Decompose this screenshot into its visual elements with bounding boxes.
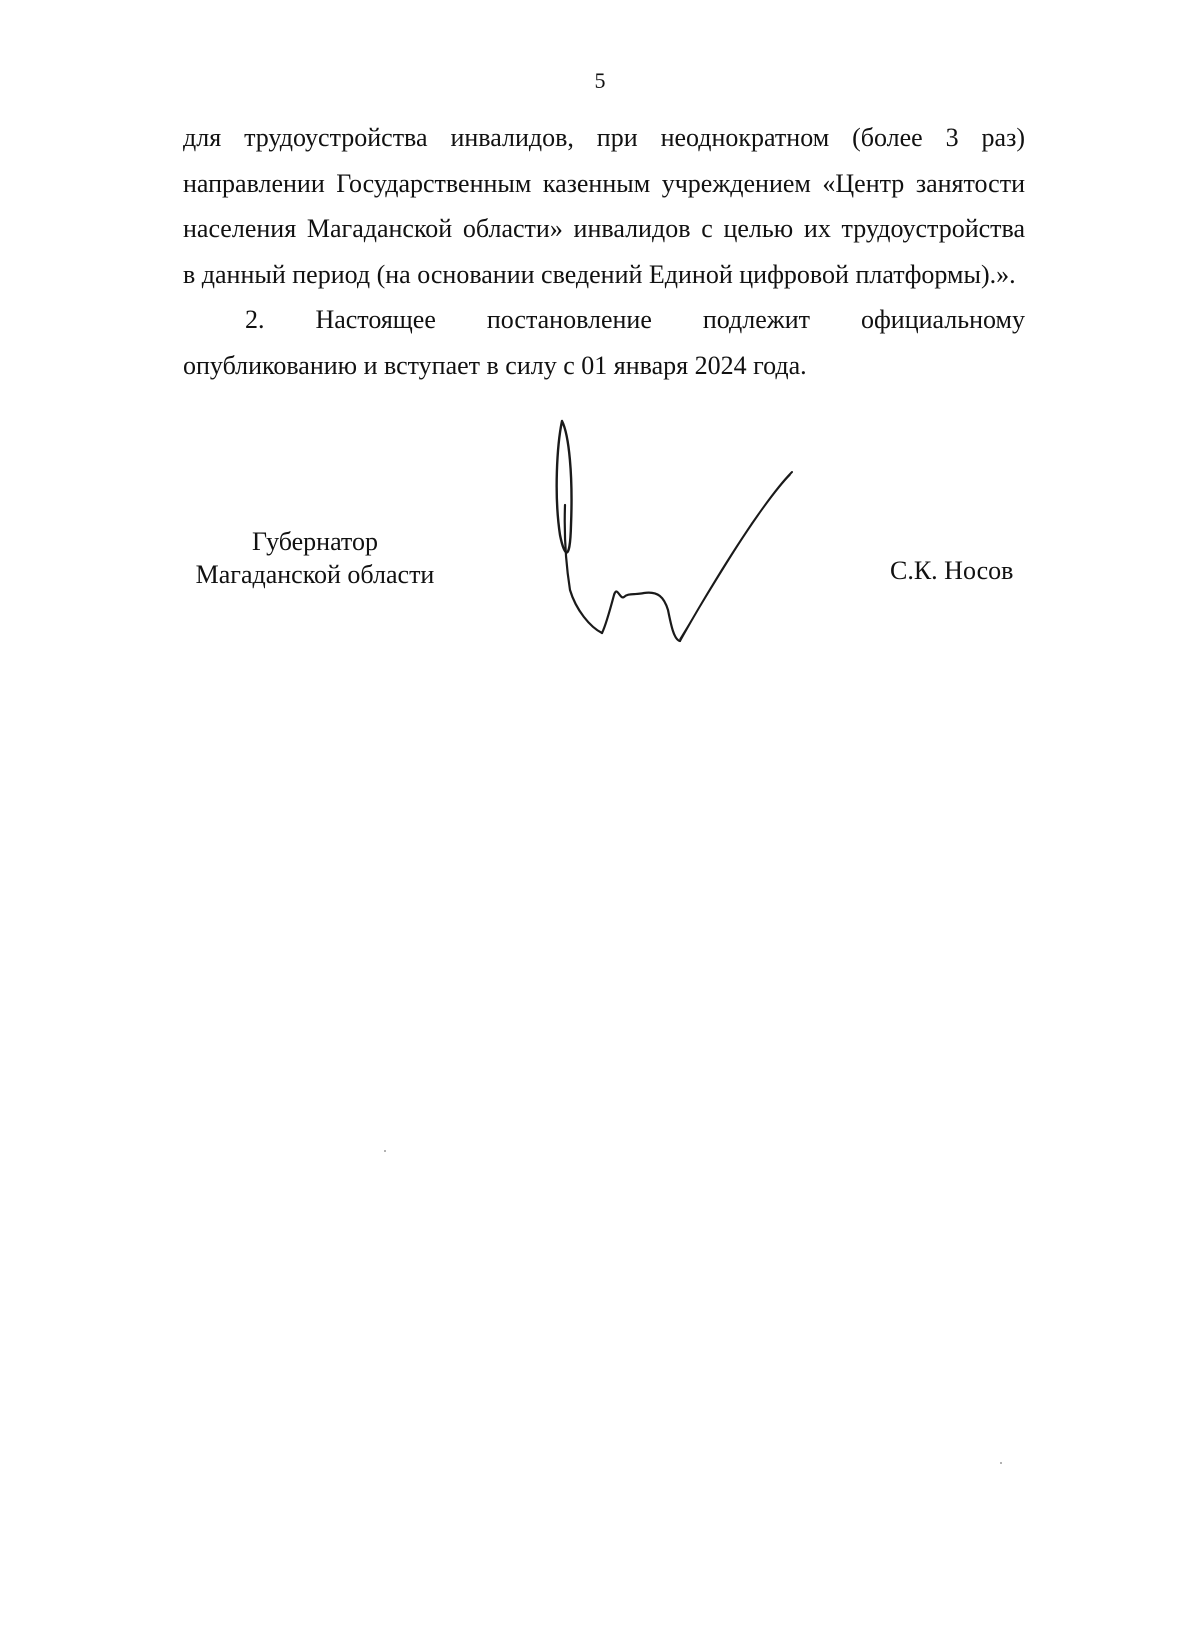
text-line: для трудоустройства инвалидов, при неоднократном (более 3 раз) (183, 123, 1025, 152)
document-body (183, 115, 1025, 388)
signer-name: С.К. Носов (890, 556, 1014, 585)
scan-speck (1000, 1462, 1002, 1464)
text-line: опубликованию и вступает в силу с 01 января 2024 года. (183, 350, 807, 380)
signatory-region: Магаданской области (195, 560, 435, 589)
paragraph-publication-clause (183, 297, 1025, 388)
text-line: направлении Государственным казенным учреждением «Центр занятости (183, 168, 1025, 198)
paragraph-continuation (183, 115, 1025, 297)
text-line: населения Магаданской области» инвалидов с целью их трудоустройства (183, 214, 1025, 243)
handwritten-signature (540, 405, 820, 655)
text-line: 2. Настоящее постановление подлежит официальному (245, 305, 1025, 334)
scan-speck (384, 1150, 386, 1152)
page-number: 5 (594, 68, 606, 93)
text-line: в данный период (на основании сведений Единой цифровой платформы).». (183, 259, 1016, 289)
signatory-position: Губернатор (252, 527, 378, 556)
signatory-title (170, 525, 460, 591)
signature-stroke-tail-inner (680, 475, 790, 639)
signature-stroke-tail (680, 472, 792, 641)
signature-stroke-hook (602, 592, 680, 641)
